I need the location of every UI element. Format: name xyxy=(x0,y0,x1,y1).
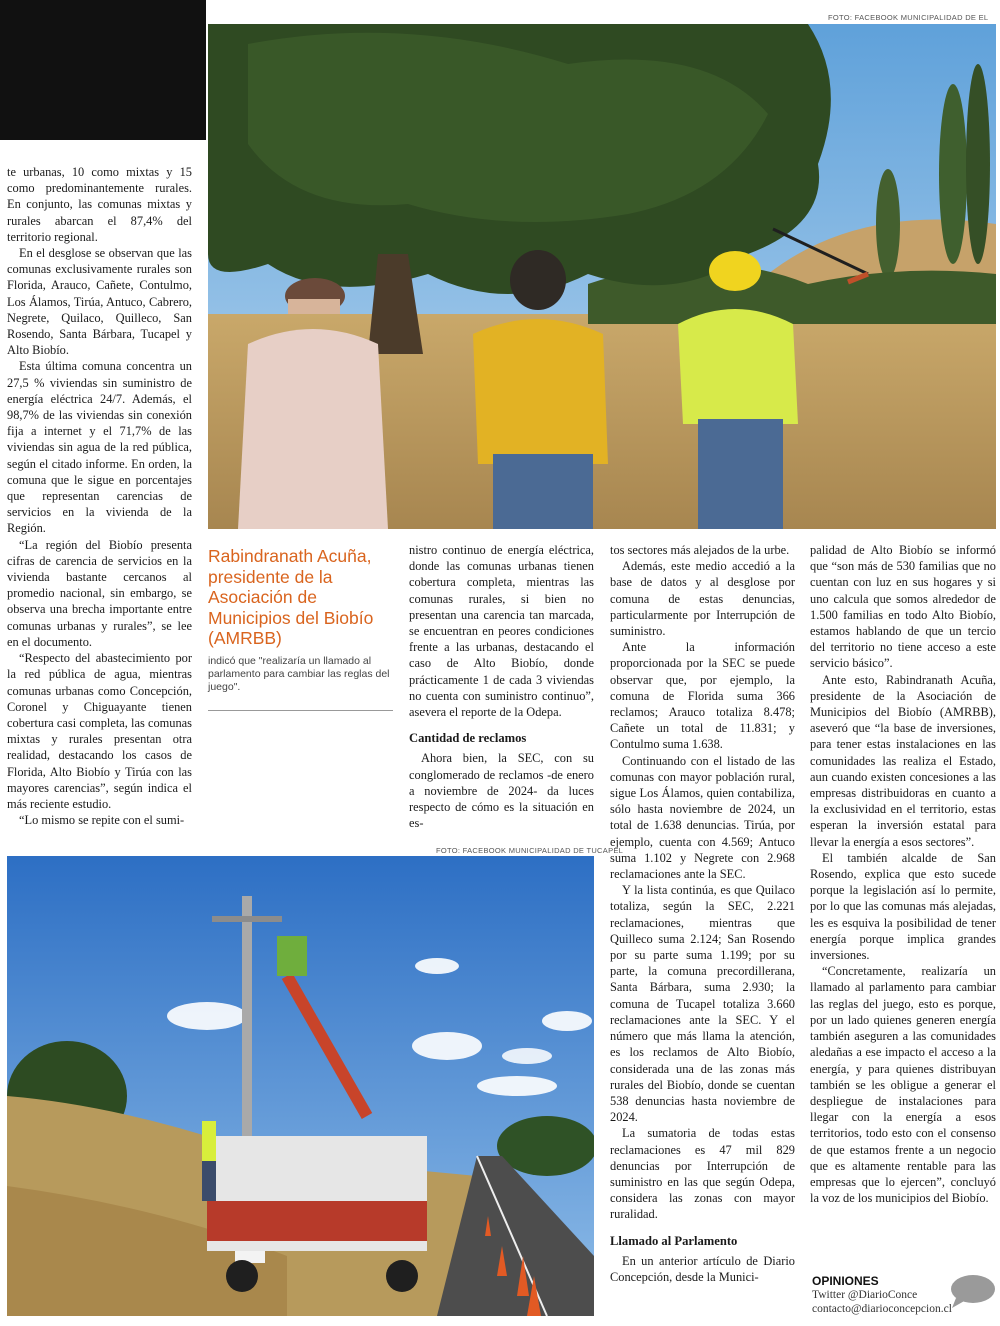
paragraph: Continuando con el listado de las comunas con mayor población rural, sigue Los Álamos, quien contabiliza, sólo hasta noviembre de 2024, un total de 1.638 denuncias. Tirúa, por ejemplo, cuenta con 4.569; Antuco suma 1.102 y Negrete con 2.968 reclamaciones ante la SEC. xyxy=(610,753,795,882)
subheading: Cantidad de reclamos xyxy=(409,731,527,746)
subheading: Llamado al Parlamento xyxy=(610,1233,738,1248)
footer-email[interactable]: contacto@diarioconcepcion.cl xyxy=(812,1303,952,1315)
photo-bottom xyxy=(7,856,594,1316)
paragraph: En un anterior artículo de Diario Concepción, desde la Munici- xyxy=(610,1253,795,1284)
footer-title: OPINIONES xyxy=(812,1274,879,1288)
paragraph: palidad de Alto Biobío se informó que “son más de 530 familias que no cuentan con luz en sus hogares y si uno calcula que somos alrededor de 1.500 familias en todo Alto Biobío, estamos hablando de que un tercio del territorio no tiene acceso a este servicio básico”. xyxy=(810,543,996,671)
footer-twitter[interactable]: Twitter @DiarioConce xyxy=(812,1289,918,1301)
pullquote xyxy=(208,546,393,711)
paragraph: En el desglose se observan que las comunas exclusivamente rurales son Florida, Arauco, Cañete, Contulmo, Los Álamos, Tirúa, Antuco, Cabrero, Negrete, Quilaco, Quilleco, San Rosendo, Santa Bárbara, Tucapel y Alto Biobío. xyxy=(7,246,192,358)
paragraph: nistro continuo de energía eléctrica, donde las comunas urbanas tienen cobertura completa, mientras las comunas rurales, si bien no presentan una carencia tan marcada, se encuentran en peores condiciones frente a las urbanas, destacando el caso de Alto Biobío, donde prácticamente 1 de cada 3 viviendas no cuenta con suministro continuo”, asevera el reporte de la Odepa. xyxy=(409,543,594,720)
paragraph: tos sectores más alejados de la urbe. xyxy=(610,543,790,557)
pullquote-subtext: indicó que "realizaría un llamado al parlamento para cambiar las reglas del juego". xyxy=(208,654,390,693)
article-column-3 xyxy=(409,542,594,831)
pullquote-headline: Rabindranath Acuña, presidente de la Asociación de Municipios del Biobío (AMRBB) xyxy=(208,546,374,648)
photo-credit-bottom: FOTO: FACEBOOK MUNICIPALIDAD DE TUCAPEL xyxy=(436,846,624,855)
article-column-5 xyxy=(810,542,996,1206)
speech-bubble-icon xyxy=(948,1274,996,1315)
photo-credit-top: FOTO: FACEBOOK MUNICIPALIDAD DE EL xyxy=(828,13,989,22)
paragraph: Y la lista continúa, es que Quilaco totaliza, según la SEC, 2.221 reclamaciones, mientras que Quilleco suma 2.124; San Rosendo por su parte suma 1.199; por su parte, la comuna precordillerana, Santa Bárbara, suma 2.930; la comuna de Tucapel totaliza 3.660 reclamaciones ante la SEC. Y el número que más llama la atención, es los reclamos de Alto Biobío, considerada una de las zonas más rurales del Biobío, donde se cuentan 538 denuncias hasta noviembre de 2024. xyxy=(610,883,795,1125)
paragraph: “Lo mismo se repite con el sumi- xyxy=(19,813,185,828)
paragraph: Ante esto, Rabindranath Acuña, presidente de la Asociación de Municipios del Biobío (AMRBB), aseveró que “la base de inversiones, para tener estas instalaciones en las comunidades las realiza el Estado, aun cuando existen concesiones a las empresas distribuidoras en cuanto a la exclusividad en el territorio, estas esperan la inversión estatal para llevar la energía a esos sectores”. xyxy=(810,672,996,849)
paragraph: Ante la información proporcionada por la SEC se puede observar que, por ejemplo, la comuna de Florida suma 366 reclamos; Arauco totaliza 8.478; Cañete un total de 11.831; y Contulmo suma 1.638. xyxy=(610,640,795,752)
section-bar xyxy=(0,0,206,140)
paragraph: “Concretamente, realizaría un llamado al parlamento para cambiar las reglas del juego, esto es porque, por un lado quienes generen energía también aseguren a las comunidades aledañas a ese impacto el acceso a la energía, y para quienes distribuyan también se les obligue a generar el despliegue de instalaciones para llegar con la energía a esos territorios, todo esto con el consenso de que estamos frente a un negocio que es altamente rentable para las empresas que lo ejercen”, concluyó la voz de los municipios del Biobío. xyxy=(810,964,996,1206)
photo-top xyxy=(208,24,996,529)
paragraph: Esta última comuna concentra un 27,5 % viviendas sin suministro de energía eléctrica 24/7. Además, el 98,7% de las viviendas sin conexión fija a internet y el 71,7% de las viviendas sin agua de la red pública, según el citado informe. En orden, la comuna que le sigue en porcentajes que representan carencias de servicios en la vivienda de la Región. xyxy=(7,359,192,536)
article-column-4 xyxy=(610,542,795,1285)
paragraph: “Respecto del abastecimiento por la red pública de agua, mientras comunas urbanas como Concepción, Coronel y Chiguayante tienen cobertura casi completa, las comunas mixtas y rurales presentan otra realidad, destacando los casos de Florida, Alto Biobío y Tirúa con las mayores carencias”, según indica el más reciente estudio. xyxy=(7,651,192,811)
paragraph: Ahora bien, la SEC, con su conglomerado de reclamos -de enero a noviembre de 2024- da luces respecto de cómo es la situación en es- xyxy=(409,751,594,831)
paragraph: Además, este medio accedió a la base de datos y al desglose por comuna de estas denuncias, particularmente por Interrupción de suministro. xyxy=(610,559,795,639)
pullquote-rule xyxy=(208,710,393,711)
paragraph: La sumatoria de todas estas reclamaciones es 47 mil 829 denuncias por Interrupción de suministro en las que según Odepa, considera las zonas con mayor ruralidad. xyxy=(610,1126,795,1222)
article-column-1 xyxy=(7,164,192,828)
paragraph: te urbanas, 10 como mixtas y 15 como predominantemente rurales. En conjunto, las comunas mixtas y rurales abarcan el 87,4% del territorio regional. xyxy=(7,165,192,244)
paragraph: “La región del Biobío presenta cifras de carencia de servicios en la vivienda bastante cercanos al promedio nacional, sin embargo, se observa una brecha importante entre comunas urbanas y rurales”, se lee en el documento. xyxy=(7,537,192,649)
paragraph: El también alcalde de San Rosendo, explica que esto sucede porque la legislación así lo permite, por lo que las comunas más alejadas, les es esquiva la posibilidad de tener energía porque implica grandes inversiones. xyxy=(810,850,996,963)
